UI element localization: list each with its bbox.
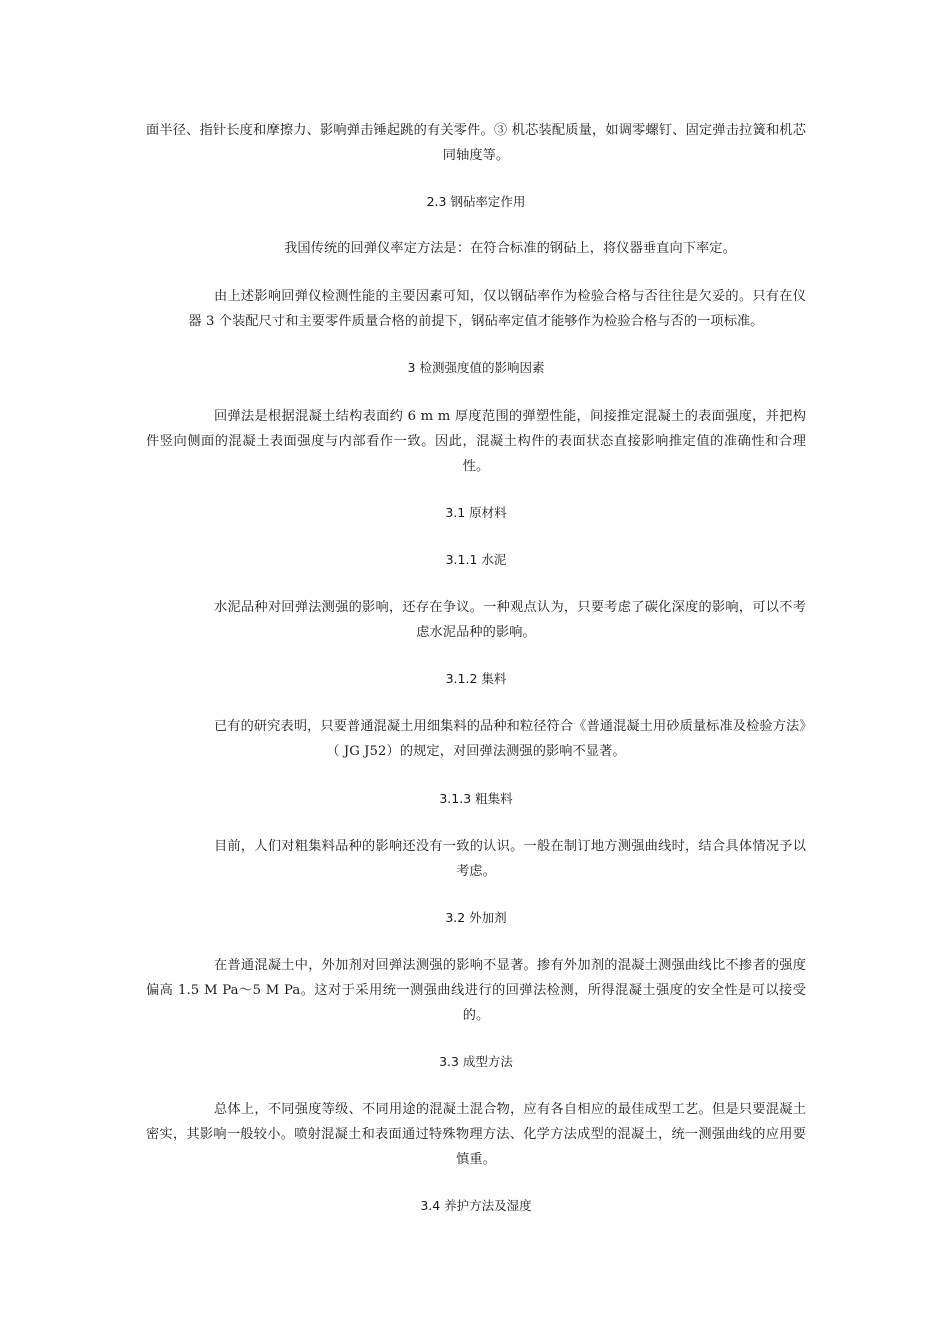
section-heading-3: 3 检测强度值的影响因素: [407, 360, 545, 375]
paragraph-2-3-conclusion: 由上述影响回弹仪检测性能的主要因素可知，仅以钢砧率作为检验合格与否往往是欠妥的。只有在仪器 3 个装配尺寸和主要零件质量合格的前提下，钢砧率定值才能够作为检验合格与否的一项标准。: [188, 289, 806, 329]
section-heading-3-2: 3.2 外加剂: [445, 910, 507, 925]
paragraph-3-1-3: 目前，人们对粗集料品种的影响还没有一致的认识。一般在制订地方测强曲线时，结合具体情况予以考虑。: [214, 839, 806, 879]
paragraph-3: 回弹法是根据混凝土结构表面约 6 m m 厚度范围的弹塑性能，间接推定混凝土的表面强度，并把构件竖向侧面的混凝土表面强度与内部看作一致。因此，混凝土构件的表面状态直接影响推定值的准确性和合理性。: [146, 409, 806, 474]
paragraph-3-3: 总体上，不同强度等级、不同用途的混凝土混合物，应有各自相应的最佳成型工艺。但是只要混凝土密实，其影响一般较小。喷射混凝土和表面通过特殊物理方法、化学方法成型的混凝土，统一测强曲线的应用要慎重。: [146, 1102, 806, 1167]
paragraph-2-3: 我国传统的回弹仪率定方法是：在符合标准的钢砧上，将仪器垂直向下率定。: [284, 241, 736, 256]
section-heading-3-4: 3.4 养护方法及湿度: [420, 1198, 532, 1213]
paragraph-3-1-2: 已有的研究表明，只要普通混凝土用细集料的品种和粒径符合《普通混凝土用砂质量标准及检验方法》（ JG J52）的规定，对回弹法测强的影响不显著。: [214, 719, 806, 759]
paragraph-continuation: 面半径、指针长度和摩擦力、影响弹击锤起跳的有关零件。③ 机芯装配质量，如调零螺钉、固定弹击拉簧和机芯同轴度等。: [146, 123, 806, 163]
section-heading-3-1: 3.1 原材料: [445, 505, 507, 520]
paragraph-3-1-1: 水泥品种对回弹法测强的影响，还存在争议。一种观点认为，只要考虑了碳化深度的影响，可以不考虑水泥品种的影响。: [214, 600, 806, 640]
section-heading-2-3: 2.3 钢砧率定作用: [426, 194, 526, 209]
section-heading-3-1-1: 3.1.1 水泥: [445, 552, 507, 567]
section-heading-3-1-3: 3.1.3 粗集料: [439, 791, 513, 806]
section-heading-3-1-2: 3.1.2 集料: [445, 671, 507, 686]
paragraph-3-2: 在普通混凝土中，外加剂对回弹法测强的影响不显著。掺有外加剂的混凝土测强曲线比不掺者的强度偏高 1.5 M Pa～5 M Pa。这对于采用统一测强曲线进行的回弹法检测，所得混凝土强度的安全性是可以接受的。: [146, 958, 806, 1023]
section-heading-3-3: 3.3 成型方法: [439, 1054, 513, 1069]
